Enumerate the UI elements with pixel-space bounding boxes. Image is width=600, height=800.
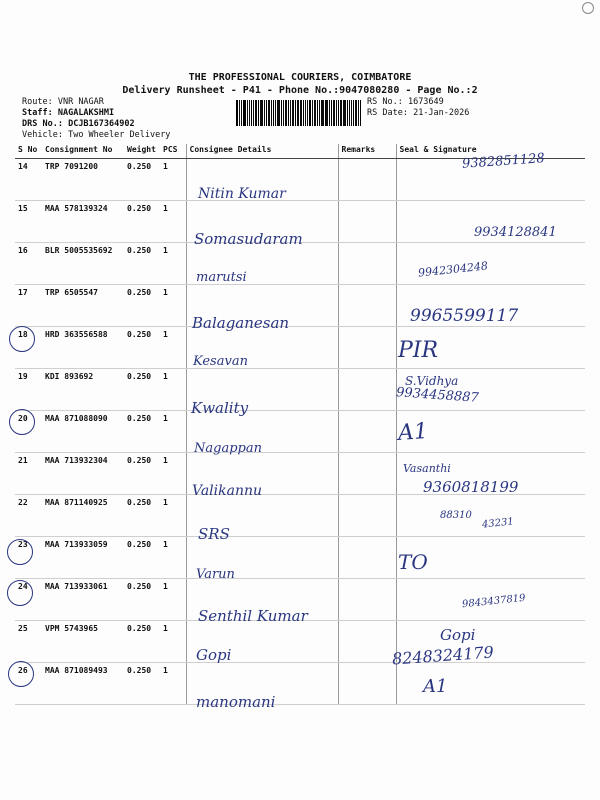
signature-handwriting: 9382851128 bbox=[461, 151, 546, 172]
consignment-cell: MAA 578139324 bbox=[42, 201, 124, 243]
pcs-cell: 1 bbox=[160, 369, 186, 411]
barcode-bar bbox=[236, 100, 238, 126]
barcode-bar bbox=[329, 100, 330, 126]
pcs-cell: 1 bbox=[160, 453, 186, 495]
barcode-bar bbox=[243, 100, 246, 126]
pcs-cell: 1 bbox=[160, 327, 186, 369]
barcode-bar bbox=[258, 100, 259, 126]
staff-line: Staff: NAGALAKSHMI bbox=[22, 108, 115, 118]
remarks-cell bbox=[338, 537, 396, 579]
weight-cell: 0.250 bbox=[124, 453, 160, 495]
barcode-bar bbox=[355, 100, 357, 126]
remarks-cell bbox=[338, 201, 396, 243]
barcode-bar bbox=[312, 100, 313, 126]
sno-cell: 17 bbox=[15, 285, 42, 327]
weight-cell: 0.250 bbox=[124, 201, 160, 243]
pcs-cell: 1 bbox=[160, 411, 186, 453]
pcs-cell: 1 bbox=[160, 495, 186, 537]
runsheet-meta-left bbox=[22, 97, 170, 141]
barcode-bar bbox=[321, 100, 324, 126]
signature-handwriting: 9965599117 bbox=[410, 306, 519, 326]
barcode-bar bbox=[351, 100, 353, 126]
pcs-cell: 1 bbox=[160, 537, 186, 579]
barcode-bar bbox=[273, 100, 274, 126]
remarks-cell bbox=[338, 369, 396, 411]
barcode-bar bbox=[343, 100, 346, 126]
signature-handwriting: 43231 bbox=[481, 516, 515, 531]
signature-handwriting: 9934458887 bbox=[395, 385, 480, 406]
consignee-handwritten-name: Balaganesan bbox=[192, 314, 290, 332]
sno-cell: 25 bbox=[15, 621, 42, 663]
barcode-bar bbox=[338, 100, 339, 126]
barcode-bar bbox=[239, 100, 240, 126]
staff-value: NAGALAKSHMI bbox=[57, 108, 115, 118]
signature-handwriting: 9942304248 bbox=[417, 259, 489, 280]
rs-no-value: 1673649 bbox=[407, 97, 444, 107]
consignee-handwritten-name: Valikannu bbox=[192, 483, 263, 499]
table-row bbox=[15, 243, 585, 285]
col-pcs: PCS bbox=[160, 144, 186, 159]
weight-cell: 0.250 bbox=[124, 159, 160, 201]
barcode-bar bbox=[275, 100, 277, 126]
table-row bbox=[15, 537, 585, 579]
drs-line: DRS No.: DCJB167364902 bbox=[22, 119, 135, 129]
signature-handwriting: 9360818199 bbox=[423, 478, 519, 496]
barcode-bar bbox=[281, 100, 282, 126]
remarks-cell bbox=[338, 495, 396, 537]
weight-cell: 0.250 bbox=[124, 243, 160, 285]
rs-date-value: 21-Jan-2026 bbox=[413, 108, 470, 118]
sno-cell: 23 bbox=[15, 537, 42, 579]
col-consignment: Consignment No bbox=[42, 144, 124, 159]
weight-cell: 0.250 bbox=[124, 411, 160, 453]
consignee-handwritten-name: Senthil Kumar bbox=[198, 607, 308, 625]
barcode-bar bbox=[285, 100, 287, 126]
barcode-bar bbox=[303, 100, 304, 126]
barcode-bar bbox=[266, 100, 267, 126]
signature-handwriting: S.Vidhya bbox=[405, 374, 459, 388]
remarks-cell bbox=[338, 243, 396, 285]
barcode-bar bbox=[251, 100, 252, 126]
vehicle-line: Vehicle: Two Wheeler Delivery bbox=[22, 130, 171, 140]
consignment-cell: MAA 713932304 bbox=[42, 453, 124, 495]
table-row bbox=[15, 495, 585, 537]
barcode-bar bbox=[353, 100, 354, 126]
signature-handwriting: 8248324179 bbox=[391, 642, 495, 669]
barcode-bar bbox=[336, 100, 337, 126]
weight-cell: 0.250 bbox=[124, 621, 160, 663]
consignee-handwritten-name: Nitin Kumar bbox=[198, 186, 286, 202]
sno-cell: 24 bbox=[15, 579, 42, 621]
barcode-bar bbox=[271, 100, 272, 126]
consignee-handwritten-name: Gopi bbox=[196, 646, 232, 664]
table-row bbox=[15, 663, 585, 705]
table-row bbox=[15, 327, 585, 369]
col-sno: S No bbox=[15, 144, 42, 159]
barcode-bar bbox=[314, 100, 316, 126]
barcode-bar bbox=[249, 100, 251, 126]
pcs-cell: 1 bbox=[160, 621, 186, 663]
weight-cell: 0.250 bbox=[124, 327, 160, 369]
weight-cell: 0.250 bbox=[124, 285, 160, 327]
consignee-handwritten-name: Kwality bbox=[191, 399, 249, 417]
consignee-handwritten-name: Kesavan bbox=[193, 354, 248, 369]
consignment-cell: KDI 893692 bbox=[42, 369, 124, 411]
weight-cell: 0.250 bbox=[124, 579, 160, 621]
sno-circle-mark bbox=[8, 661, 34, 687]
barcode-bar bbox=[358, 100, 359, 126]
sno-circle-mark bbox=[9, 326, 35, 352]
remarks-cell bbox=[338, 453, 396, 495]
consignee-handwritten-name: SRS bbox=[198, 525, 230, 543]
remarks-cell bbox=[338, 285, 396, 327]
barcode-bar bbox=[331, 100, 332, 126]
barcode-bar bbox=[297, 100, 300, 126]
barcode-bar bbox=[268, 100, 270, 126]
barcode-bar bbox=[333, 100, 335, 126]
table-row bbox=[15, 411, 585, 453]
pcs-cell: 1 bbox=[160, 243, 186, 285]
sno-circle-mark bbox=[9, 409, 35, 435]
consignment-cell: BLR 5005535692 bbox=[42, 243, 124, 285]
sno-cell: 21 bbox=[15, 453, 42, 495]
weight-cell: 0.250 bbox=[124, 369, 160, 411]
sno-cell: 18 bbox=[15, 327, 42, 369]
sno-cell: 20 bbox=[15, 411, 42, 453]
consignment-cell: MAA 713933061 bbox=[42, 579, 124, 621]
consignment-cell: MAA 871140925 bbox=[42, 495, 124, 537]
barcode-bar bbox=[260, 100, 263, 126]
barcode-bar bbox=[300, 100, 302, 126]
consignee-handwritten-name: manomani bbox=[196, 693, 276, 711]
pcs-cell: 1 bbox=[160, 285, 186, 327]
consignment-cell: MAA 713933059 bbox=[42, 537, 124, 579]
signature-handwriting: A1 bbox=[397, 418, 429, 447]
route-value: VNR NAGAR bbox=[57, 97, 104, 107]
remarks-cell bbox=[338, 621, 396, 663]
consignee-handwritten-name: Varun bbox=[196, 567, 235, 582]
sno-circle-mark bbox=[7, 580, 33, 606]
runsheet-title: Delivery Runsheet - P41 - Phone No.:9047080280 - Page No.:2 bbox=[122, 85, 478, 96]
signature-cell bbox=[396, 495, 585, 537]
barcode-bar bbox=[288, 100, 289, 126]
barcode-bar bbox=[347, 100, 348, 126]
drs-value: DCJB167364902 bbox=[68, 119, 135, 129]
barcode-bar bbox=[340, 100, 342, 126]
remarks-cell bbox=[338, 411, 396, 453]
signature-handwriting: A1 bbox=[423, 676, 448, 697]
weight-cell: 0.250 bbox=[124, 537, 160, 579]
sno-cell: 19 bbox=[15, 369, 42, 411]
signature-handwriting: 88310 bbox=[440, 510, 472, 521]
runsheet-barcode bbox=[236, 100, 362, 126]
signature-handwriting: 9934128841 bbox=[474, 225, 557, 240]
consignee-handwritten-name: Nagappan bbox=[194, 441, 262, 456]
barcode-bar bbox=[255, 100, 257, 126]
barcode-bar bbox=[309, 100, 311, 126]
consignment-cell: MAA 871088090 bbox=[42, 411, 124, 453]
consignment-cell: MAA 871089493 bbox=[42, 663, 124, 705]
remarks-cell bbox=[338, 579, 396, 621]
col-consignee: Consignee Details bbox=[186, 144, 338, 159]
consignee-handwritten-name: marutsi bbox=[196, 270, 247, 285]
remarks-cell bbox=[338, 663, 396, 705]
barcode-bar bbox=[283, 100, 284, 126]
barcode-bar bbox=[349, 100, 350, 126]
pcs-cell: 1 bbox=[160, 201, 186, 243]
barcode-bar bbox=[317, 100, 318, 126]
barcode-bar bbox=[290, 100, 291, 126]
sno-cell: 15 bbox=[15, 201, 42, 243]
barcode-bar bbox=[307, 100, 308, 126]
weight-cell: 0.250 bbox=[124, 495, 160, 537]
barcode-bar bbox=[241, 100, 242, 126]
vehicle-value: Two Wheeler Delivery bbox=[68, 130, 171, 140]
col-remarks: Remarks bbox=[338, 144, 396, 159]
barcode-bar bbox=[247, 100, 248, 126]
barcode-bar bbox=[264, 100, 265, 126]
consignment-cell: VPM 5743965 bbox=[42, 621, 124, 663]
rs-no-line: RS No.: 1673649 bbox=[367, 97, 444, 107]
pcs-cell: 1 bbox=[160, 663, 186, 705]
barcode-bar bbox=[325, 100, 326, 126]
barcode-bar bbox=[360, 100, 361, 126]
consignee-handwritten-name: Somasudaram bbox=[194, 230, 303, 248]
sno-cell: 14 bbox=[15, 159, 42, 201]
col-signature: Seal & Signature bbox=[396, 144, 585, 159]
signature-handwriting: Gopi bbox=[440, 626, 476, 644]
signature-handwriting: PIR bbox=[398, 338, 439, 363]
rs-date-line: RS Date: 21-Jan-2026 bbox=[367, 108, 470, 118]
weight-cell: 0.250 bbox=[124, 663, 160, 705]
runsheet-meta-right bbox=[367, 97, 469, 119]
signature-handwriting: TO bbox=[398, 550, 428, 574]
table-row bbox=[15, 369, 585, 411]
consignment-cell: HRD 363556588 bbox=[42, 327, 124, 369]
barcode-bar bbox=[305, 100, 306, 126]
signature-handwriting: 9843437819 bbox=[461, 592, 527, 611]
barcode-bar bbox=[292, 100, 294, 126]
barcode-bar bbox=[295, 100, 296, 126]
barcode-bar bbox=[319, 100, 320, 126]
col-weight: Weight bbox=[124, 144, 160, 159]
route-line: Route: VNR NAGAR bbox=[22, 97, 104, 107]
sno-circle-mark bbox=[7, 539, 33, 565]
sno-cell: 26 bbox=[15, 663, 42, 705]
barcode-bar bbox=[277, 100, 280, 126]
pcs-cell: 1 bbox=[160, 159, 186, 201]
company-title: THE PROFESSIONAL COURIERS, COIMBATORE bbox=[188, 72, 412, 83]
consignment-cell: TRP 6505547 bbox=[42, 285, 124, 327]
barcode-bar bbox=[326, 100, 328, 126]
table-row bbox=[15, 621, 585, 663]
signature-handwriting: Vasanthi bbox=[403, 462, 451, 475]
corner-mark bbox=[582, 2, 594, 14]
pcs-cell: 1 bbox=[160, 579, 186, 621]
sno-cell: 16 bbox=[15, 243, 42, 285]
remarks-cell bbox=[338, 159, 396, 201]
consignment-cell: TRP 7091200 bbox=[42, 159, 124, 201]
remarks-cell bbox=[338, 327, 396, 369]
sno-cell: 22 bbox=[15, 495, 42, 537]
barcode-bar bbox=[253, 100, 254, 126]
